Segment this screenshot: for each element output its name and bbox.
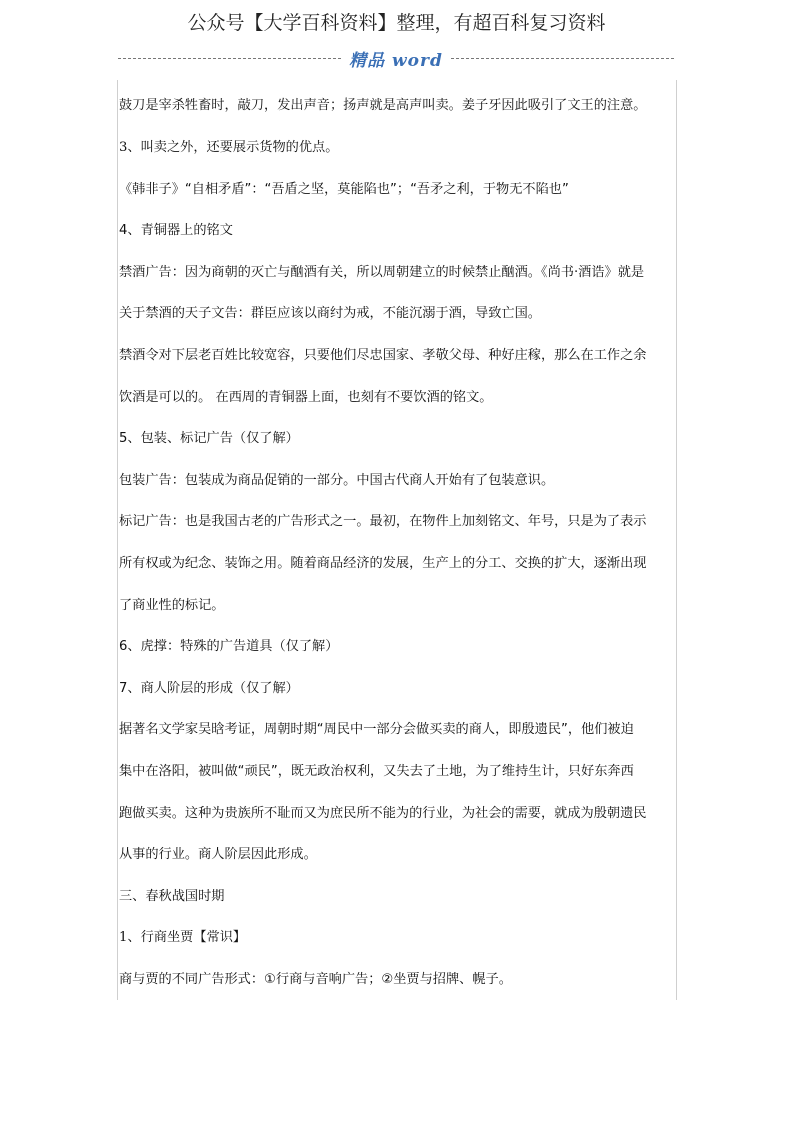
section-heading: 4、青铜器上的铭文 xyxy=(119,223,233,238)
paragraph-line: 了商业性的标记。 xyxy=(119,598,225,613)
content-frame xyxy=(117,80,677,1000)
banner-dash-right xyxy=(451,58,674,59)
section-heading: 5、包装、标记广告（仅了解） xyxy=(119,431,299,446)
paragraph-line: 禁酒广告：因为商朝的灭亡与酗酒有关，所以周朝建立的时候禁止酗酒。《尚书·酒诰》就是 xyxy=(119,265,645,280)
section-heading: 1、行商坐贾【常识】 xyxy=(119,930,247,945)
paragraph-line: 商与贾的不同广告形式：①行商与音响广告；②坐贾与招牌、幌子。 xyxy=(119,972,512,987)
paragraph-line: 鼓刀是宰杀牲畜时，敲刀，发出声音；扬声就是高声叫卖。姜子牙因此吸引了文王的注意。 xyxy=(119,98,647,113)
paragraph-line: 《韩非子》“自相矛盾”：“吾盾之坚，莫能陷也”；“吾矛之利，于物无不陷也” xyxy=(119,182,569,197)
paragraph-line: 跑做买卖。这种为贵族所不耻而又为庶民所不能为的行业，为社会的需要，就成为殷朝遗民 xyxy=(119,806,647,821)
section-heading: 7、商人阶层的形成（仅了解） xyxy=(119,681,299,696)
list-item-heading: 3、叫卖之外，还要展示货物的优点。 xyxy=(119,140,339,155)
paragraph-line: 据著名文学家吴晗考证，周朝时期“周民中一部分会做买卖的商人，即殷遗民”，他们被迫 xyxy=(119,722,634,737)
section-heading: 6、虎撑：特殊的广告道具（仅了解） xyxy=(119,639,339,654)
paragraph-line: 禁酒令对下层老百姓比较宽容，只要他们尽忠国家、孝敬父母、种好庄稼，那么在工作之余 xyxy=(119,348,647,363)
paragraph-line: 关于禁酒的天子文告：群臣应该以商纣为戒，不能沉溺于酒，导致亡国。 xyxy=(119,306,541,321)
paragraph-line: 包装广告：包装成为商品促销的一部分。中国古代商人开始有了包装意识。 xyxy=(119,473,555,488)
paragraph-line: 集中在洛阳，被叫做“顽民”，既无政治权利，又失去了土地，为了维持生计，只好东奔西 xyxy=(119,764,634,779)
page-header-title: 公众号【大学百科资料】整理，有超百科复习资料 xyxy=(187,12,606,34)
paragraph-line: 饮酒是可以的。 在西周的青铜器上面，也刻有不要饮酒的铭文。 xyxy=(119,390,493,405)
banner-dash-left xyxy=(118,58,341,59)
banner-brand: 精品 word xyxy=(349,50,443,71)
paragraph-line: 从事的行业。商人阶层因此形成。 xyxy=(119,847,317,862)
paragraph-line: 所有权或为纪念、装饰之用。随着商品经济的发展，生产上的分工、交换的扩大，逐渐出现 xyxy=(119,556,647,571)
header-banner xyxy=(118,44,674,72)
paragraph-line: 标记广告：也是我国古老的广告形式之一。最初，在物件上加刻铭文、年号，只是为了表示 xyxy=(119,514,647,529)
chapter-heading: 三、春秋战国时期 xyxy=(119,889,225,904)
